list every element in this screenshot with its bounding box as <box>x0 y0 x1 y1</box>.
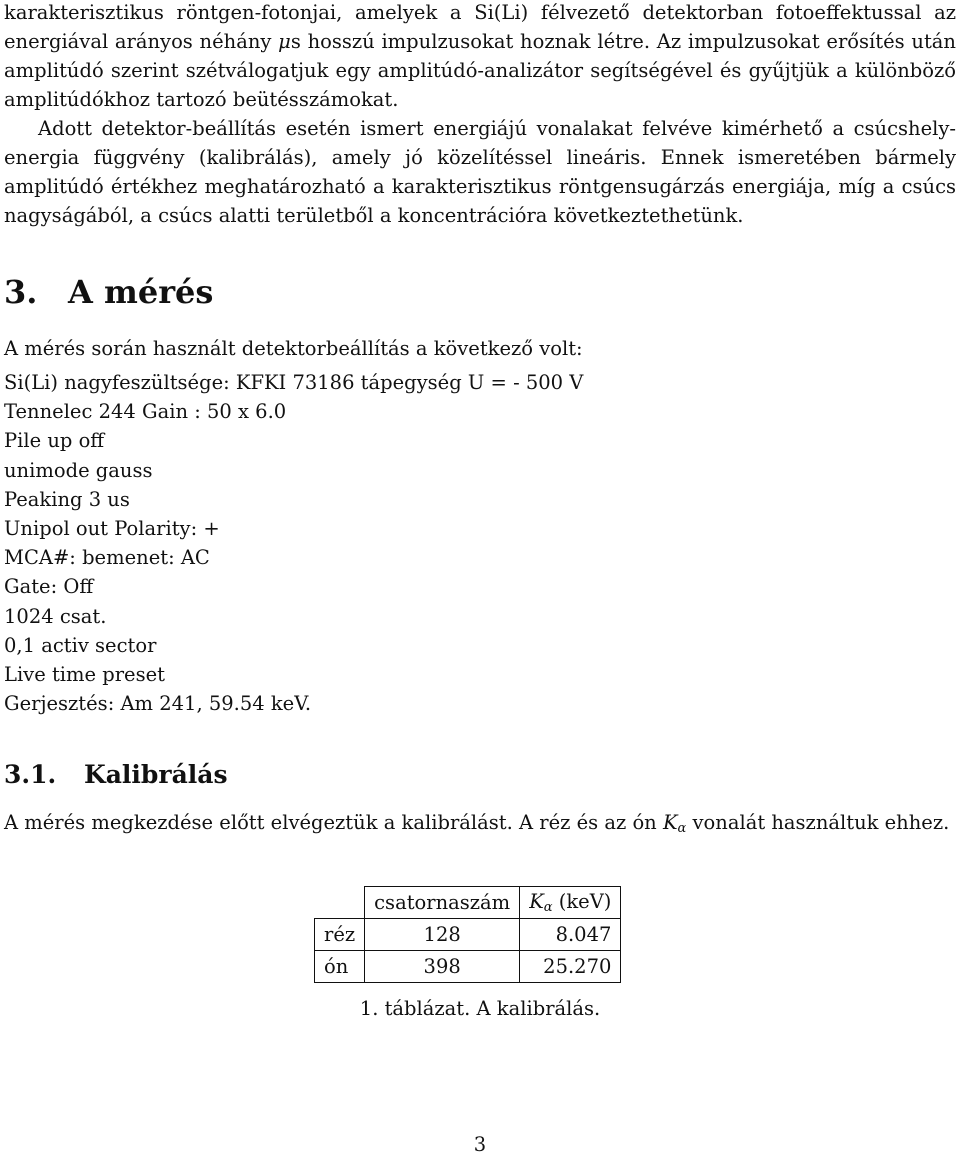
row-energy: 25.270 <box>520 951 621 983</box>
settings-line: 0,1 activ sector <box>4 633 157 657</box>
paragraph-intro-2: Adott detektor-beállítás esetén ismert energiájú vonalakat felvéve kimérhető a csúcshely-energia függvény (kalibrálás), amely jó közelítéssel lineáris. Ennek ismeretében bármely amplitúdó értékhez meghatározható a karakterisztikus röntgensugárzás energiája, míg a csúcs nagyságából, a csúcs alatti területből a koncentrációra következtethetünk. <box>4 117 956 227</box>
settings-line: Pile up off <box>4 429 105 453</box>
table-header-row <box>315 887 621 919</box>
settings-line: Peaking 3 us <box>4 487 130 511</box>
subsection-text <box>4 808 956 843</box>
subsection-title: Kalibrálás <box>84 760 228 789</box>
header-unit: (keV) <box>552 890 612 913</box>
paragraph-intro-1-text-b: s hosszú impulzusokat hoznak létre. Az impulzusokat erősítés után amplitúdó szerint szétválogatjuk egy amplitúdó-analizátor segítségével és gyűjtjük a különböző amplitúdókhoz tartozó beütésszámokat. <box>4 30 956 111</box>
subsection-text-a: A mérés megkezdése előtt elvégeztük a kalibrálást. A réz és az ón <box>4 811 663 834</box>
mu-symbol: μ <box>278 30 291 53</box>
settings-line: Si(Li) nagyfeszültsége: KFKI 73186 tápegység U = - 500 V <box>4 371 584 394</box>
settings-line: unimode gauss <box>4 458 153 482</box>
row-energy: 8.047 <box>520 919 621 951</box>
row-element-name: ón <box>315 951 365 983</box>
paragraph-intro-1 <box>4 0 956 114</box>
k-symbol: K <box>662 811 678 834</box>
subsection-heading <box>4 756 228 794</box>
paragraph-intro-1-text-a: karakterisztikus röntgen-fotonjai, amelyek a Si(Li) félvezető detektorban fotoeffektussal az energiával arányos néhány <box>4 1 956 53</box>
subsection-text-b: vonalát használtuk ehhez. <box>686 811 950 834</box>
row-channel: 128 <box>365 919 520 951</box>
row-channel: 398 <box>365 951 520 983</box>
subsection-number: 3.1. <box>4 760 57 789</box>
section-number: 3. <box>4 273 38 311</box>
settings-line: MCA#: bemenet: AC <box>4 546 210 570</box>
settings-line: Tennelec 244 Gain : 50 x 6.0 <box>4 400 287 424</box>
settings-line: Live time preset <box>4 663 165 687</box>
settings-line: 1024 csat. <box>4 604 107 628</box>
header-alpha-subscript: α <box>543 900 553 915</box>
table-caption: 1. táblázat. A kalibrálás. <box>359 997 601 1020</box>
table-row <box>315 951 621 983</box>
table-row <box>315 919 621 951</box>
table-header-energy <box>520 887 621 919</box>
section-title: A mérés <box>68 273 214 311</box>
page-number: 3 <box>473 1133 487 1156</box>
header-k-symbol: K <box>529 890 544 913</box>
detector-settings-list <box>4 368 583 718</box>
section-heading <box>4 268 213 316</box>
settings-line: Unipol out Polarity: + <box>4 517 220 541</box>
section-intro: A mérés során használt detektorbeállítás a következő volt: <box>4 337 583 360</box>
row-element-name: réz <box>315 919 365 951</box>
table-header-channel: csatornaszám <box>365 887 520 919</box>
calibration-table <box>314 886 621 983</box>
settings-line: Gate: Off <box>4 575 94 599</box>
alpha-subscript: α <box>677 821 687 836</box>
table-header-empty <box>315 887 365 919</box>
settings-line: Gerjesztés: Am 241, 59.54 keV. <box>4 692 312 716</box>
